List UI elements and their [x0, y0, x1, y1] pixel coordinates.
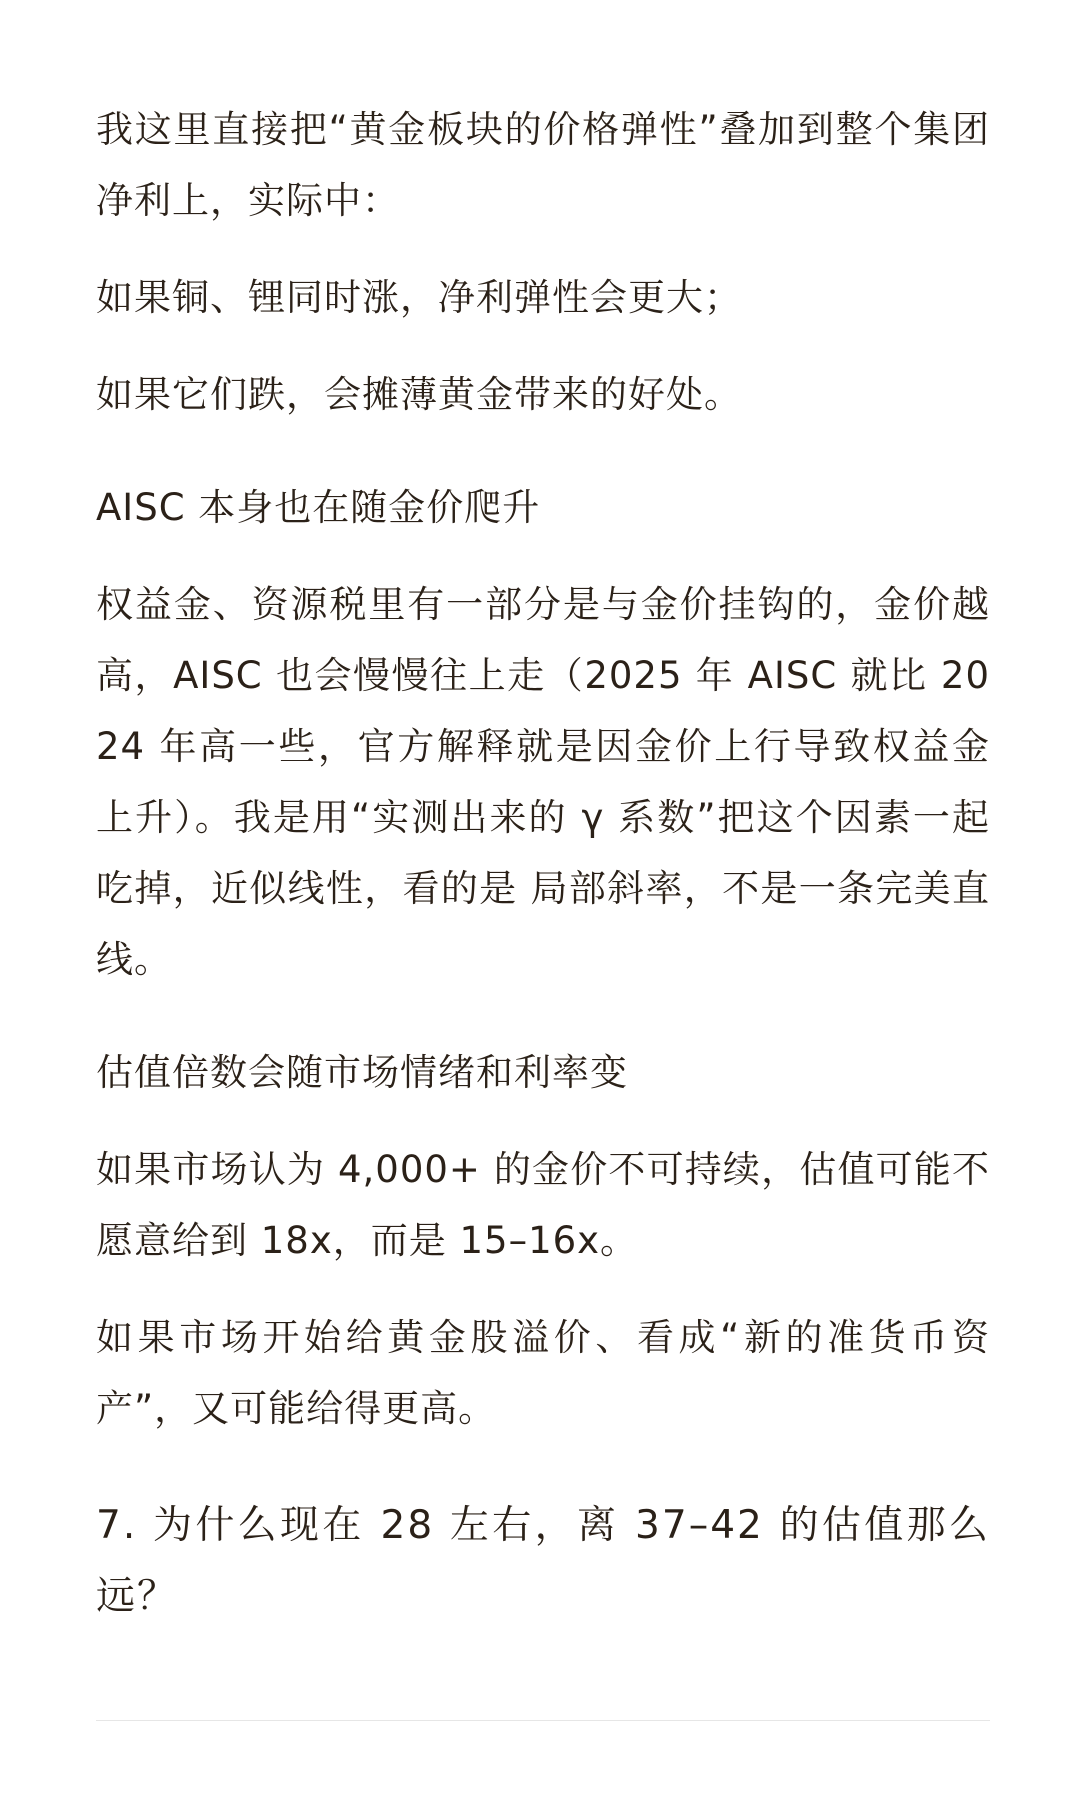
section-heading-7: 7. 为什么现在 28 左右，离 37–42 的估值那么远？	[96, 1503, 990, 1619]
subheading-valuation-multiple: 估值倍数会随市场情绪和利率变	[96, 1051, 628, 1094]
divider	[96, 1720, 990, 1721]
paragraph-valuation-low: 如果市场认为 4,000+ 的金价不可持续，估值可能不愿意给到 18x，而是 15–16x。	[96, 1148, 990, 1262]
paragraph-copper-lithium-fall: 如果它们跌，会摊薄黄金带来的好处。	[96, 373, 742, 416]
subheading-aisc: AISC 本身也在随金价爬升	[96, 486, 541, 529]
paragraph-aisc-detail: 权益金、资源税里有一部分是与金价挂钩的，金价越高，AISC 也会慢慢往上走（2025 年 AISC 就比 2024 年高一些，官方解释就是因金价上行导致权益金上升）。我是用“实测出来的 γ 系数”把这个因素一起吃掉，近似线性，看的是 局部斜率，不是一条完美直线。	[96, 583, 990, 981]
paragraph-valuation-high: 如果市场开始给黄金股溢价、看成“新的准货币资产”，又可能给得更高。	[96, 1316, 990, 1430]
article-body	[96, 94, 990, 1632]
paragraph-net-profit-elasticity: 我这里直接把“黄金板块的价格弹性”叠加到整个集团净利上，实际中：	[96, 108, 990, 222]
paragraph-copper-lithium-rise: 如果铜、锂同时涨，净利弹性会更大；	[96, 276, 742, 319]
